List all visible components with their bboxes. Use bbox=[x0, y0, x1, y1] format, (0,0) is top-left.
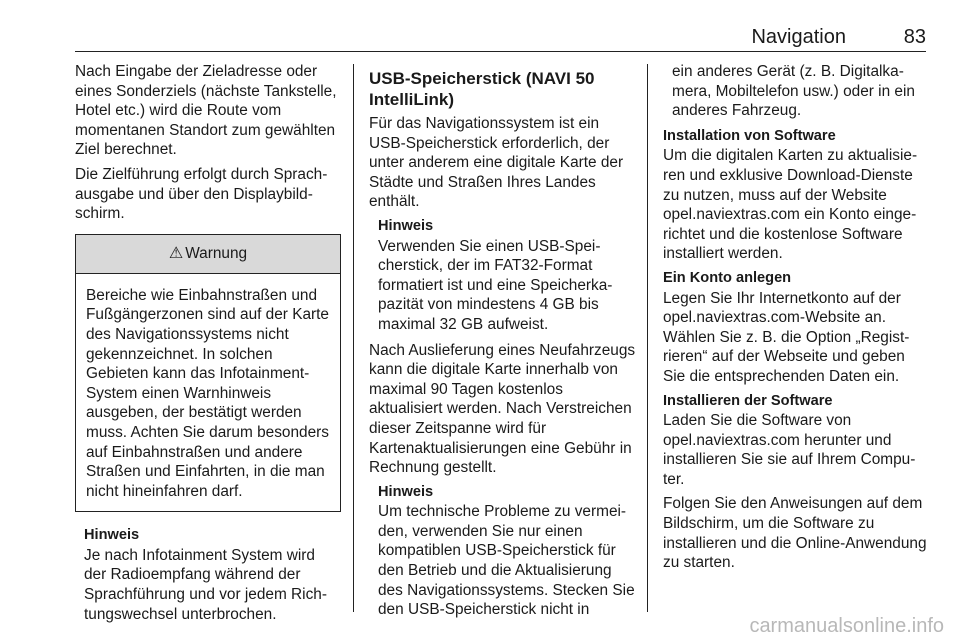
note-usb-compatible bbox=[369, 483, 637, 620]
note-radio bbox=[75, 526, 341, 624]
subheading-installation: Installation von Software bbox=[663, 127, 836, 144]
column-left bbox=[75, 62, 341, 630]
note-label: Hinweis bbox=[84, 527, 140, 544]
paragraph-guidance: Die Zielführung erfolgt durch Sprachausgabe und über den Displaybildschirm. bbox=[75, 165, 328, 223]
warning-text: Bereiche wie Einbahnstraßen und Fußgängerzonen sind auf der Karte des Navigationssystems nicht gekennzeichnet. In solchen Gebieten kann das Infotainment-System einen Warnhinweis ausgeben, der bestätigt werden muss. Achten Sie darum besonders auf Einbahnstraßen und andere Straßen und Einfahrten, in die man nicht hineinfahren darf. bbox=[86, 286, 329, 500]
paragraph-install-software: Laden Sie die Software von opel.naviextras.com herunter und installieren Sie sie auf Ihrem Computer. bbox=[663, 412, 916, 488]
paragraph-usb-required: Für das Navigationssystem ist ein USB-Speicherstick erforderlich, der unter anderem eine digitale Karte der Städte und Straßen Ihres Landes enthält. bbox=[369, 115, 624, 211]
page-header bbox=[75, 26, 926, 52]
note-usb-format bbox=[369, 217, 637, 335]
note-text: Verwenden Sie einen USB-Speicherstick, der im FAT32-Format formatiert ist und eine Speicherkapazität von mindestens 4 GB bis maximal 32 GB aufweist. bbox=[378, 237, 613, 333]
note-text: Je nach Infotainment System wird der Radioempfang während der Sprachführung und vor jedem Richtungswechsel unterbrochen. bbox=[84, 546, 327, 623]
warning-header bbox=[76, 235, 340, 274]
column-middle bbox=[369, 62, 637, 626]
note-label: Hinweis bbox=[378, 483, 434, 500]
column-divider-1 bbox=[353, 64, 354, 612]
paragraph-account: Legen Sie Ihr Internetkonto auf der opel.naviextras.com-Website an. Wählen Sie z. B. die Option „Registrieren“ auf der Webseite und geben Sie die entsprechenden Daten ein. bbox=[663, 289, 910, 385]
paragraph-route-calculation: Nach Eingabe der Zieladresse oder eines Sonderziels (nächste Tankstelle, Hotel etc.) wird die Route vom momentanen Standort zum gewählten Ziel berechnet. bbox=[75, 63, 337, 159]
subheading-account: Ein Konto anlegen bbox=[663, 269, 792, 286]
note-text: Um technische Probleme zu vermeiden, verwenden Sie nur einen kompatiblen USB-Speicherstick für den Betrieb und die Aktualisierung des Navigationssystems. Stecken Sie den USB-Speicherstick nicht in bbox=[378, 503, 635, 619]
warning-title: Warnung bbox=[185, 244, 248, 262]
page-number: 83 bbox=[903, 26, 926, 48]
column-divider-2 bbox=[647, 64, 648, 612]
section-title: Navigation bbox=[751, 26, 846, 48]
subheading-install-software: Installieren der Software bbox=[663, 392, 833, 409]
note-continuation: ein anderes Gerät (z. B. Digitalkamera, Mobiltelefon usw.) oder in ein anderes Fahrzeug. bbox=[672, 63, 915, 120]
paragraph-map-update: Nach Auslieferung eines Neufahrzeugs kann die digitale Karte innerhalb von maximal 90 Tagen kostenlos aktualisiert werden. Nach Verstreichen dieser Zeitspanne wird für Kartenaktualisierungen eine Gebühr in Rechnung gestellt. bbox=[369, 341, 636, 477]
paragraph-follow-instructions: Folgen Sie den Anweisungen auf dem Bildschirm, um die Software zu installieren und die Online-Anwendung zu starten. bbox=[663, 495, 927, 572]
note-label: Hinweis bbox=[378, 217, 434, 234]
warning-icon: ⚠ bbox=[168, 244, 184, 262]
warning-box bbox=[75, 234, 341, 513]
header-divider bbox=[75, 51, 926, 52]
column-right bbox=[663, 62, 929, 578]
heading-usb-stick: USB-Speicherstick (NAVI 50 IntelliLink) bbox=[369, 69, 595, 109]
watermark: carmanualsonline.info bbox=[749, 615, 944, 637]
paragraph-installation: Um die digitalen Karten zu aktualisieren und exklusive Download-Dienste zu nutzen, muss auf der Website opel.naviextras.com ein Konto eingerichtet und die kostenlose Software installiert werden. bbox=[663, 147, 918, 263]
